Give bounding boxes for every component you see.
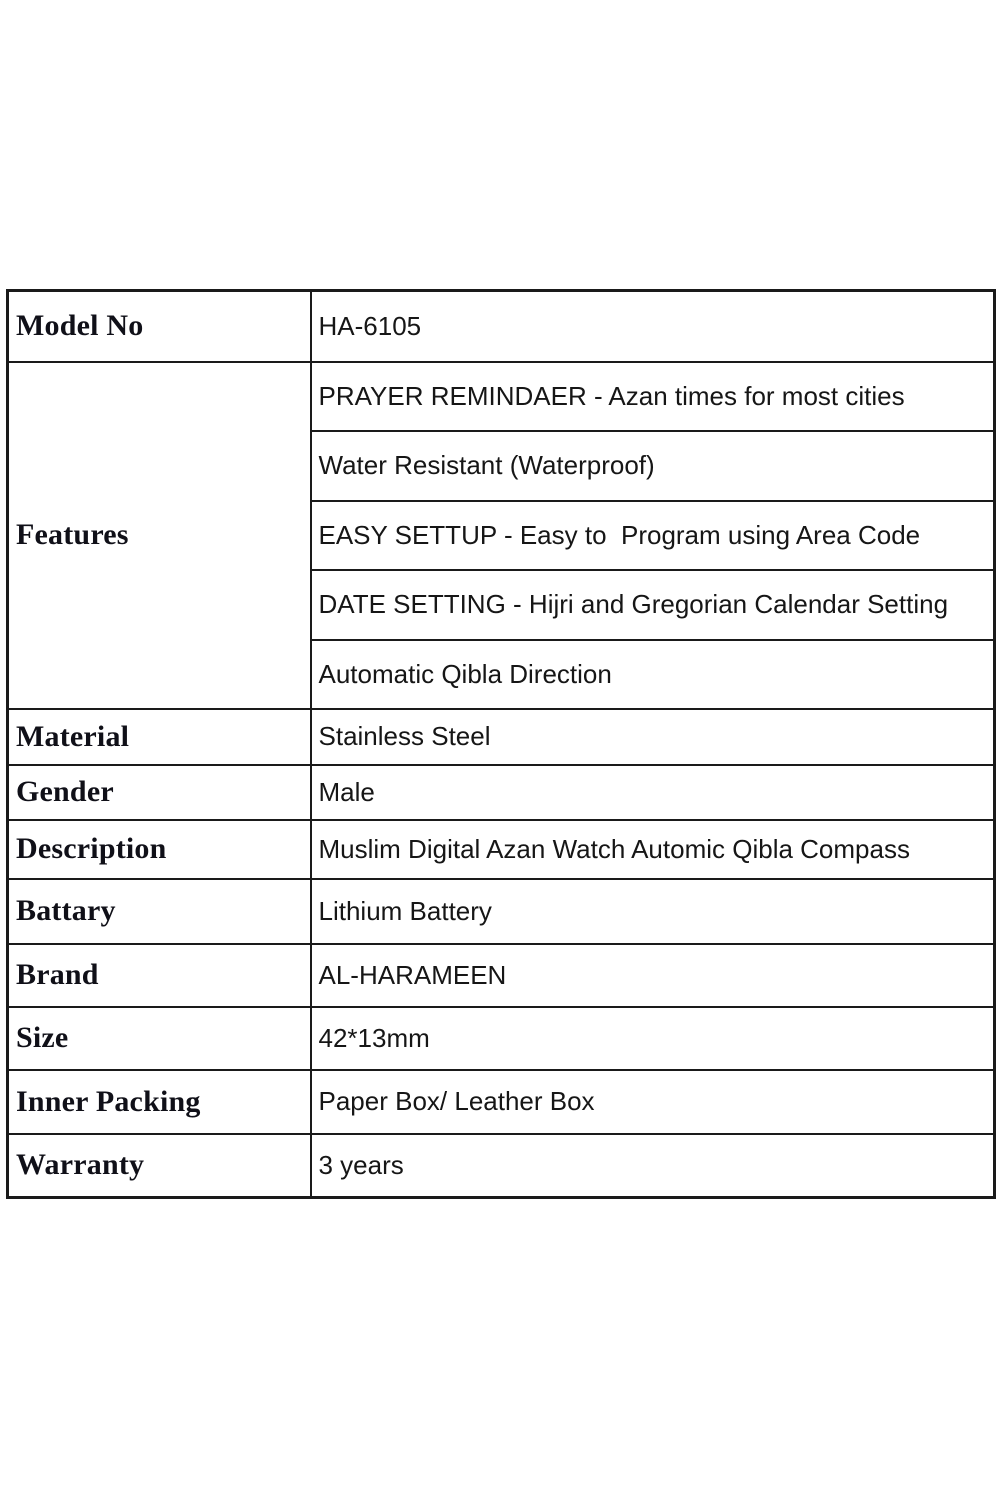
spec-row-features: [8, 362, 995, 431]
product-spec-table: [6, 289, 996, 1199]
spec-row-warranty: [8, 1134, 995, 1198]
material-value: Stainless Steel: [311, 709, 995, 765]
spec-row-battery: [8, 879, 995, 944]
brand-value: AL-HARAMEEN: [311, 944, 995, 1007]
spec-row-brand: [8, 944, 995, 1007]
gender-label: Gender: [8, 765, 311, 820]
battery-label: Battary: [8, 879, 311, 944]
size-value: 42*13mm: [311, 1007, 995, 1070]
feature-item-prayer-reminder: PRAYER REMINDAER - Azan times for most cities: [311, 362, 995, 431]
model-no-value: HA-6105: [311, 291, 995, 362]
feature-item-water-resistant: Water Resistant (Waterproof): [311, 431, 995, 501]
spec-row-gender: [8, 765, 995, 820]
material-label: Material: [8, 709, 311, 765]
spec-table-container: [6, 289, 996, 1199]
feature-item-easy-setup: EASY SETTUP - Easy to Program using Area Code: [311, 501, 995, 570]
warranty-label: Warranty: [8, 1134, 311, 1198]
battery-value: Lithium Battery: [311, 879, 995, 944]
spec-row-material: [8, 709, 995, 765]
model-no-label: Model No: [8, 291, 311, 362]
inner-packing-value: Paper Box/ Leather Box: [311, 1070, 995, 1134]
brand-label: Brand: [8, 944, 311, 1007]
inner-packing-label: Inner Packing: [8, 1070, 311, 1134]
spec-row-size: [8, 1007, 995, 1070]
feature-item-date-setting: DATE SETTING - Hijri and Gregorian Calendar Setting: [311, 570, 995, 640]
warranty-value: 3 years: [311, 1134, 995, 1198]
size-label: Size: [8, 1007, 311, 1070]
description-value: Muslim Digital Azan Watch Automic Qibla Compass: [311, 820, 995, 879]
spec-row-model: [8, 291, 995, 362]
feature-item-qibla-direction: Automatic Qibla Direction: [311, 640, 995, 709]
spec-row-description: [8, 820, 995, 879]
gender-value: Male: [311, 765, 995, 820]
features-label: Features: [8, 362, 311, 709]
description-label: Description: [8, 820, 311, 879]
spec-row-inner-packing: [8, 1070, 995, 1134]
